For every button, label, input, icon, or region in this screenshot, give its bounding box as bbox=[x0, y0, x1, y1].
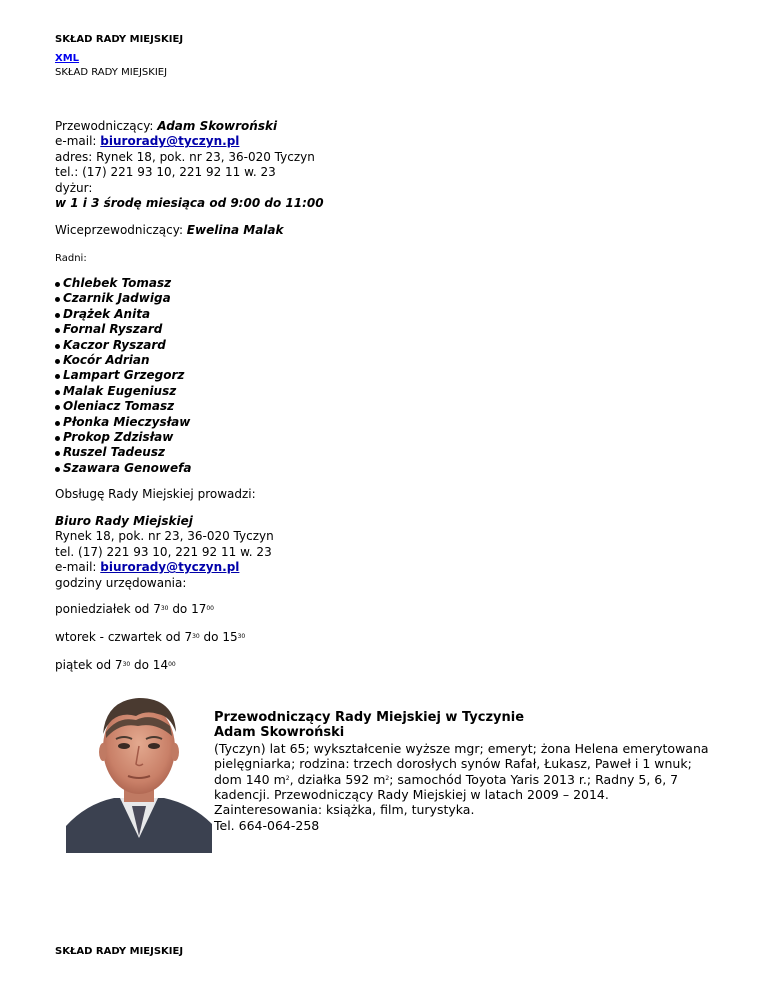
hours-to: do 14 bbox=[130, 658, 169, 672]
hours-from-minutes: 30 bbox=[160, 605, 169, 612]
office-block bbox=[55, 514, 274, 591]
footer-title: SKŁAD RADY MIEJSKIEJ bbox=[55, 946, 184, 957]
office-hours-label: godziny urzędowania: bbox=[55, 575, 187, 590]
hours-from-minutes: 30 bbox=[192, 633, 200, 640]
page-title: SKŁAD RADY MIEJSKIEJ bbox=[55, 34, 184, 45]
chair-line bbox=[55, 119, 324, 134]
portrait-photo bbox=[66, 686, 212, 853]
office-phone: tel. (17) 221 93 10, 221 92 11 w. 23 bbox=[55, 544, 272, 559]
office-name: Biuro Rady Miejskiej bbox=[55, 514, 193, 528]
hours-to-minutes: 00 bbox=[206, 605, 214, 612]
list-item: Drążek Anita bbox=[55, 307, 191, 322]
hours-to-minutes: 30 bbox=[237, 633, 246, 640]
hours-days: piątek od 7 bbox=[55, 658, 123, 672]
hours-row bbox=[55, 630, 245, 645]
bio-house: dom 140 m bbox=[214, 771, 286, 787]
chair-block bbox=[55, 119, 324, 211]
page-subtitle: SKŁAD RADY MIEJSKIEJ bbox=[55, 67, 168, 78]
hours-to: do 15 bbox=[199, 630, 238, 644]
bio-name: Adam Skowroński bbox=[214, 725, 345, 741]
list-item: Kaczor Ryszard bbox=[55, 338, 191, 353]
bio-car: ; samochód Toyota Yaris 2013 r.; Radny 5, 6, 7 bbox=[389, 771, 679, 787]
vice-name: Ewelina Malak bbox=[186, 223, 284, 237]
list-item: Prokop Zdzisław bbox=[55, 430, 191, 445]
hours-days: poniedziałek od 7 bbox=[55, 602, 161, 616]
list-item: Szawara Genowefa bbox=[55, 461, 191, 476]
office-address: Rynek 18, pok. nr 23, 36-020 Tyczyn bbox=[55, 529, 274, 544]
hours-to-minutes: 00 bbox=[168, 661, 176, 668]
bio-line: pielęgniarka; rodzina: trzech dorosłych synów Rafał, Łukasz, Paweł i 1 wnuk; bbox=[214, 756, 692, 772]
vice-label: Wiceprzewodniczący: bbox=[55, 223, 187, 237]
hours-row bbox=[55, 658, 176, 673]
hours-from-minutes: 30 bbox=[122, 661, 131, 668]
office-intro: Obsługę Rady Miejskiej prowadzi: bbox=[55, 487, 256, 501]
xml-link[interactable]: XML bbox=[55, 53, 80, 64]
hours-days: wtorek - czwartek od 7 bbox=[55, 630, 193, 644]
chair-duty: w 1 i 3 środę miesiąca od 9:00 do 11:00 bbox=[55, 196, 324, 211]
chair-duty-label: dyżur: bbox=[55, 180, 93, 195]
portrait-icon bbox=[66, 686, 212, 853]
list-item: Płonka Mieczysław bbox=[55, 415, 191, 430]
chair-name: Adam Skowroński bbox=[157, 119, 278, 133]
office-email-line bbox=[55, 560, 274, 575]
list-item: Ruszel Tadeusz bbox=[55, 445, 191, 460]
bio-line bbox=[214, 772, 714, 787]
members-label: Radni: bbox=[55, 253, 87, 264]
hours-row bbox=[55, 602, 214, 617]
chair-phone: tel.: (17) 221 93 10, 221 92 11 w. 23 bbox=[55, 165, 276, 180]
list-item: Oleniacz Tomasz bbox=[55, 399, 191, 414]
bio-plot: , działka 592 m bbox=[289, 771, 386, 787]
bio-line: Zainteresowania: książka, film, turystyka. bbox=[214, 802, 475, 818]
list-item: Kocór Adrian bbox=[55, 353, 191, 368]
bio-line: kadencji. Przewodniczący Rady Miejskiej w latach 2009 – 2014. bbox=[214, 787, 609, 803]
chair-address: adres: Rynek 18, pok. nr 23, 36-020 Tyczyn bbox=[55, 149, 315, 164]
list-item: Lampart Grzegorz bbox=[55, 368, 191, 383]
members-list bbox=[55, 276, 191, 476]
chair-email-link[interactable]: biurorady@tyczyn.pl bbox=[100, 134, 240, 149]
chair-bio bbox=[214, 710, 714, 833]
chair-email-label: e-mail: bbox=[55, 134, 101, 149]
office-email-label: e-mail: bbox=[55, 560, 101, 575]
office-email-link[interactable]: biurorady@tyczyn.pl bbox=[100, 560, 240, 575]
bio-line: (Tyczyn) lat 65; wykształcenie wyższe mgr; emeryt; żona Helena emerytowana bbox=[214, 740, 709, 756]
bio-sup: 2 bbox=[285, 774, 290, 782]
bio-title: Przewodniczący Rady Miejskiej w Tyczynie bbox=[214, 710, 525, 725]
hours-to: do 17 bbox=[168, 602, 207, 616]
list-item: Malak Eugeniusz bbox=[55, 384, 191, 399]
list-item: Czarnik Jadwiga bbox=[55, 291, 191, 306]
list-item: Fornal Ryszard bbox=[55, 322, 191, 337]
chair-label: Przewodniczący: bbox=[55, 119, 158, 133]
vice-line bbox=[55, 223, 284, 238]
chair-email-line bbox=[55, 134, 324, 149]
list-item: Chlebek Tomasz bbox=[55, 276, 191, 291]
bio-sup: 2 bbox=[385, 774, 390, 782]
bio-line: Tel. 664-064-258 bbox=[214, 817, 320, 833]
